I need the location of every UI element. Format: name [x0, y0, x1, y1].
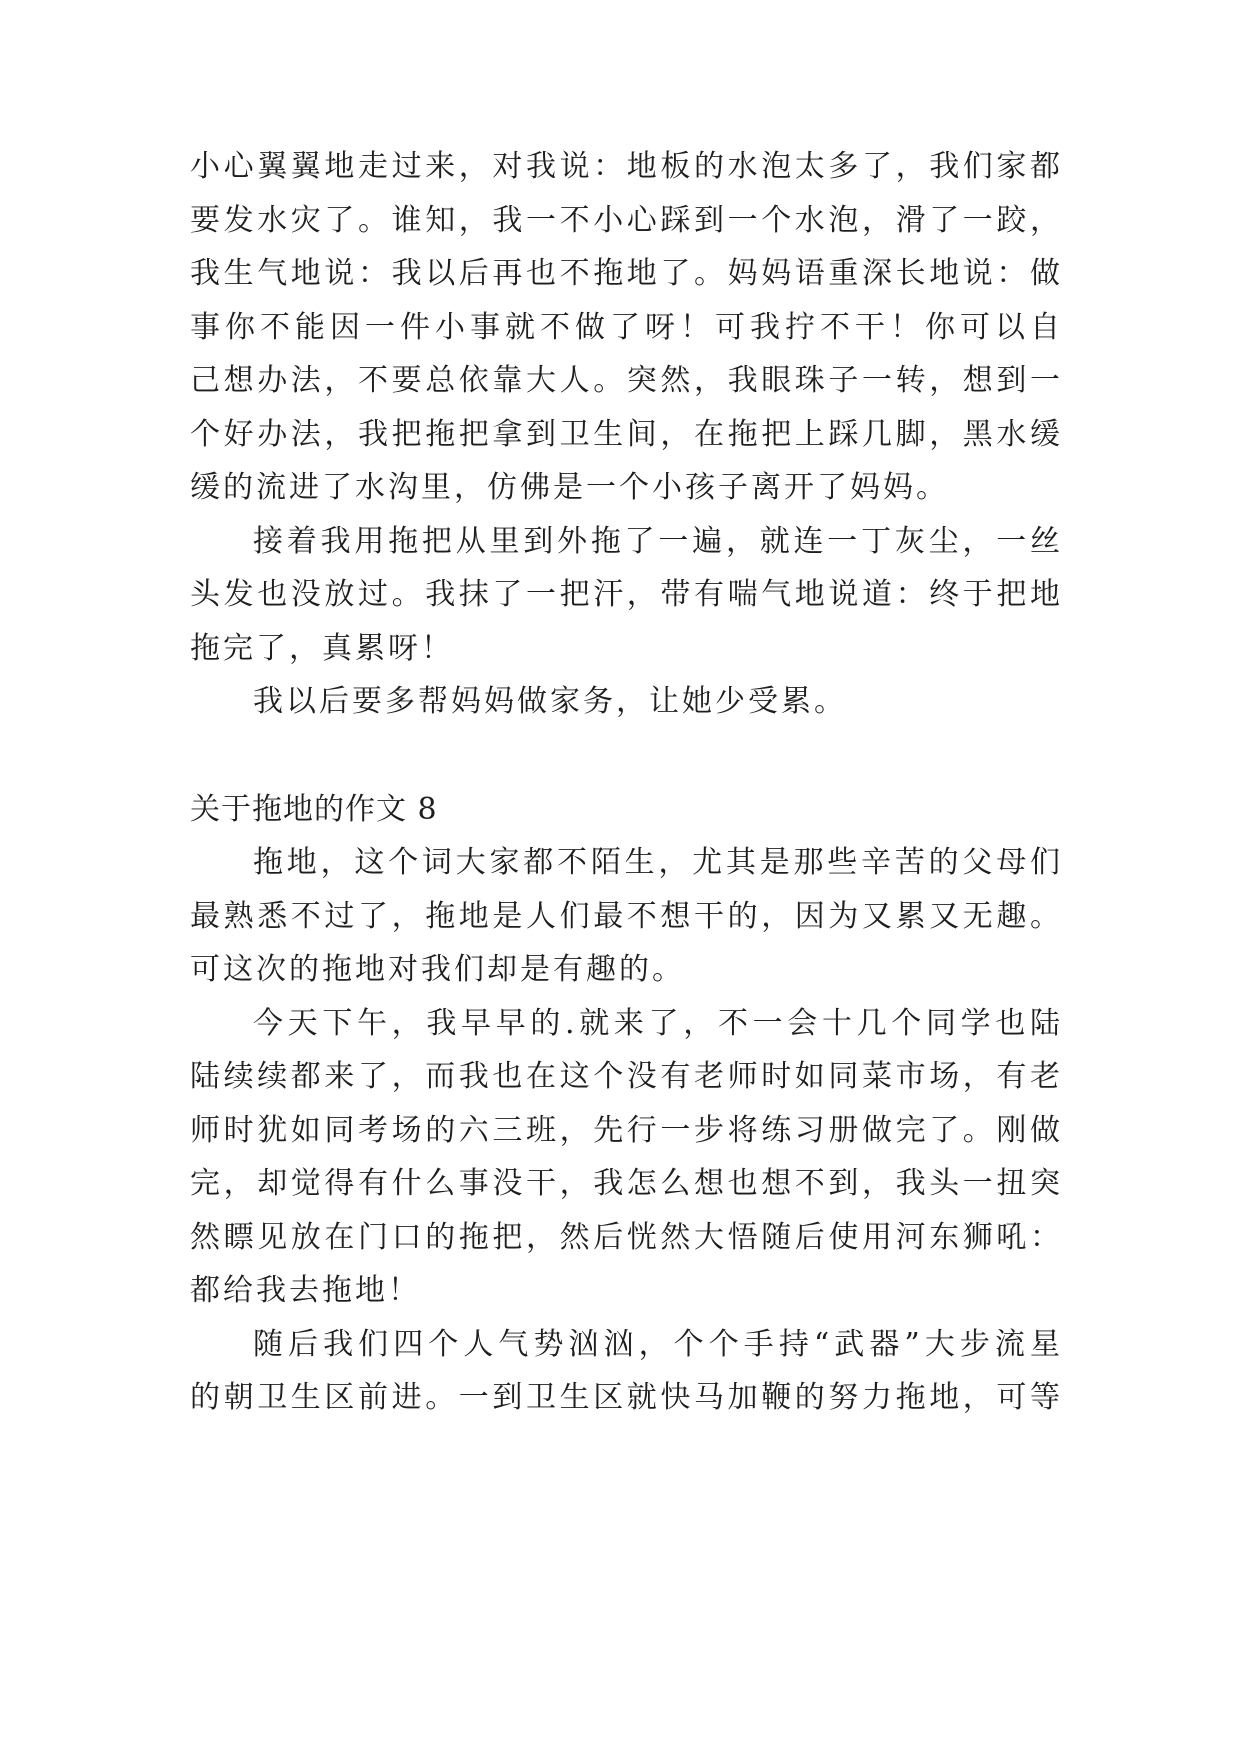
text-line: 事你不能因一件小事就不做了呀！可我拧不干！你可以自 — [190, 310, 1060, 345]
paragraph-first-line: 拖地，这个词大家都不陌生，尤其是那些辛苦的父母们 — [253, 845, 1060, 880]
text-line: 最熟悉不过了，拖地是人们最不想干的，因为又累又无趣。 — [190, 899, 1060, 934]
text-line: 拖完了，真累呀！ — [190, 631, 454, 666]
section-heading: 关于拖地的作文 8 — [190, 792, 438, 827]
paragraph-first-line: 我以后要多帮妈妈做家务，让她少受累。 — [253, 684, 847, 719]
paragraph-first-line: 接着我用拖把从里到外拖了一遍，就连一丁灰尘，一丝 — [253, 524, 1060, 559]
text-line: 我生气地说：我以后再也不拖地了。妈妈语重深长地说：做 — [190, 256, 1060, 291]
text-line: 陆续续都来了，而我也在这个没有老师时如同菜市场，有老 — [190, 1059, 1060, 1094]
text-line: 完，却觉得有什么事没干，我怎么想也想不到，我头一扭突 — [190, 1166, 1060, 1201]
text-line: 缓的流进了水沟里，仿佛是一个小孩子离开了妈妈。 — [190, 470, 949, 505]
paragraph-first-line: 随后我们四个人气势汹汹，个个手持“武器”大步流星 — [253, 1327, 1060, 1362]
text-line: 己想办法，不要总依靠大人。突然，我眼珠子一转，想到一 — [190, 363, 1060, 398]
text-line: 的朝卫生区前进。一到卫生区就快马加鞭的努力拖地，可等 — [190, 1380, 1060, 1415]
text-line: 个好办法，我把拖把拿到卫生间，在拖把上踩几脚，黑水缓 — [190, 417, 1060, 452]
text-line: 可这次的拖地对我们却是有趣的。 — [190, 952, 685, 987]
text-line: 头发也没放过。我抹了一把汗，带有喘气地说道：终于把地 — [190, 577, 1060, 612]
text-line: 师时犹如同考场的六三班，先行一步将练习册做完了。刚做 — [190, 1113, 1060, 1148]
text-line: 然瞟见放在门口的拖把，然后恍然大悟随后使用河东狮吼： — [190, 1220, 1060, 1255]
text-line: 要发水灾了。谁知，我一不小心踩到一个水泡，滑了一跤， — [190, 203, 1060, 238]
text-line: 小心翼翼地走过来，对我说：地板的水泡太多了，我们家都 — [190, 149, 1060, 184]
text-line: 都给我去拖地！ — [190, 1273, 421, 1308]
paragraph-first-line: 今天下午，我早早的.就来了，不一会十几个同学也陆 — [253, 1006, 1060, 1041]
